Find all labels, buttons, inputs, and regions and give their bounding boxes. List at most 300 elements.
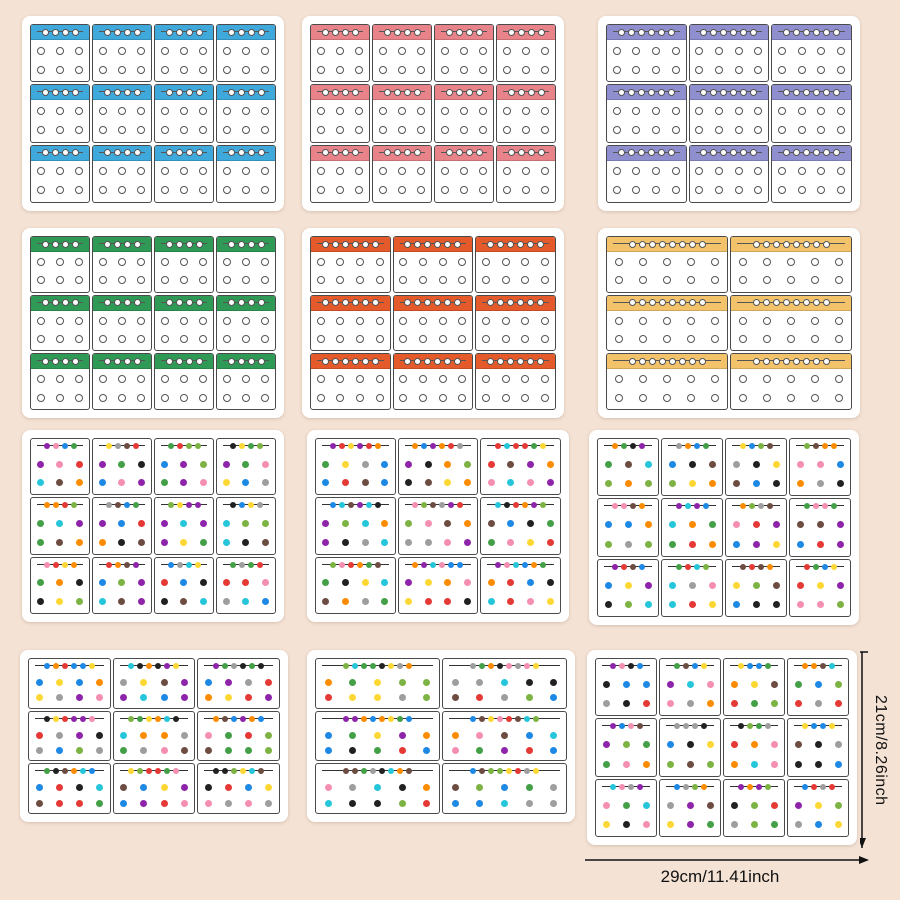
card-dot	[379, 167, 387, 175]
header-dot	[62, 149, 69, 156]
puzzle-card-header	[660, 659, 720, 673]
card-dot	[137, 47, 145, 55]
header-dot	[330, 562, 336, 568]
card-dot	[137, 126, 145, 134]
puzzle-card	[154, 438, 214, 495]
card-dot	[161, 461, 168, 468]
card-dot	[199, 167, 207, 175]
card-dot	[56, 694, 63, 701]
header-dot	[763, 299, 770, 306]
card-dot	[482, 335, 490, 343]
header-dot	[829, 663, 835, 669]
card-dot	[625, 541, 632, 548]
puzzle-card	[216, 84, 276, 142]
card-dot	[349, 732, 356, 739]
puzzle-card-header	[443, 712, 566, 726]
header-dot	[434, 299, 441, 306]
header-dot	[497, 358, 504, 365]
header-dot	[44, 443, 50, 449]
card-dot	[605, 461, 612, 468]
puzzle-card-header	[394, 354, 473, 369]
card-dot	[503, 167, 511, 175]
card-dot	[76, 579, 83, 586]
card-dot	[733, 461, 740, 468]
header-dot	[166, 358, 173, 365]
puzzle-card-body	[155, 101, 213, 139]
header-dot	[166, 89, 173, 96]
puzzle-card-header	[399, 439, 478, 453]
puzzle-card	[659, 718, 721, 776]
card-dot	[36, 679, 43, 686]
puzzle-card-body	[217, 574, 275, 611]
header-dot	[134, 89, 141, 96]
header-dot	[104, 299, 111, 306]
card-dot	[200, 539, 207, 546]
puzzle-card-header	[93, 146, 151, 161]
puzzle-card-body	[731, 370, 851, 407]
card-dot	[242, 375, 250, 383]
header-dot	[621, 443, 627, 449]
card-dot	[687, 317, 695, 325]
header-dot	[52, 299, 59, 306]
puzzle-card	[787, 658, 849, 716]
card-dot	[118, 461, 125, 468]
card-dot	[837, 107, 845, 115]
card-dot	[797, 480, 804, 487]
card-dot	[753, 601, 760, 608]
header-connector-line	[322, 770, 433, 771]
header-dot	[833, 149, 840, 156]
header-dot	[249, 663, 255, 669]
puzzle-card-body	[726, 576, 786, 614]
board-grid	[315, 438, 561, 614]
header-dot	[738, 784, 744, 790]
header-dot	[361, 716, 367, 722]
puzzle-card-header	[607, 146, 686, 161]
puzzle-card	[30, 84, 90, 142]
puzzle-card	[442, 711, 567, 762]
card-dot	[507, 539, 514, 546]
card-dot	[632, 186, 640, 194]
card-dot	[379, 107, 387, 115]
card-dot	[715, 167, 723, 175]
card-dot	[99, 107, 107, 115]
card-dot	[261, 107, 269, 115]
puzzle-card	[113, 711, 196, 762]
card-dot	[37, 579, 44, 586]
puzzle-card-header	[772, 146, 851, 161]
card-dot	[787, 276, 795, 284]
card-dot	[837, 601, 844, 608]
card-dot	[423, 747, 430, 754]
card-dot	[423, 800, 430, 807]
header-dot	[124, 241, 131, 248]
card-dot	[374, 800, 381, 807]
card-dot	[242, 461, 249, 468]
header-dot	[361, 768, 367, 774]
puzzle-card	[771, 84, 852, 142]
card-dot	[817, 47, 825, 55]
header-dot	[332, 241, 339, 248]
card-dot	[739, 394, 747, 402]
puzzle-card	[315, 497, 396, 554]
puzzle-card-header	[93, 439, 151, 453]
board-colour-dots-2	[307, 430, 569, 622]
header-dot	[258, 358, 265, 365]
card-dot	[687, 821, 694, 828]
board-colour-dots-1	[22, 430, 284, 622]
header-dot	[831, 503, 837, 509]
header-dot	[258, 716, 264, 722]
card-dot	[374, 732, 381, 739]
card-dot	[322, 598, 329, 605]
card-dot	[444, 461, 451, 468]
puzzle-card-header	[790, 439, 850, 453]
card-dot	[118, 47, 126, 55]
header-dot	[813, 89, 820, 96]
puzzle-card-header	[93, 85, 151, 100]
card-dot	[180, 317, 188, 325]
card-dot	[817, 541, 824, 548]
header-dot	[630, 503, 636, 509]
card-dot	[137, 258, 145, 266]
header-dot	[504, 562, 510, 568]
puzzle-card	[725, 559, 787, 617]
header-dot	[343, 768, 349, 774]
header-dot	[533, 768, 539, 774]
card-dot	[733, 541, 740, 548]
header-dot	[487, 299, 494, 306]
card-dot	[645, 521, 652, 528]
header-dot	[701, 784, 707, 790]
header-dot	[538, 149, 545, 156]
card-dot	[444, 479, 451, 486]
header-dot	[487, 358, 494, 365]
header-dot	[134, 149, 141, 156]
header-dot	[53, 562, 59, 568]
header-dot	[228, 29, 235, 36]
card-dot	[419, 335, 427, 343]
puzzle-card-body	[660, 675, 720, 713]
header-dot	[699, 358, 706, 365]
header-dot	[527, 299, 534, 306]
card-dot	[118, 317, 126, 325]
header-dot	[753, 241, 760, 248]
card-dot	[613, 47, 621, 55]
header-dot	[756, 784, 762, 790]
card-dot	[795, 681, 802, 688]
header-dot	[62, 562, 68, 568]
header-dot	[414, 241, 421, 248]
card-dot	[399, 747, 406, 754]
header-dot	[137, 768, 143, 774]
puzzle-card-body	[93, 162, 151, 200]
puzzle-card-header	[311, 354, 390, 369]
card-dot	[180, 66, 188, 74]
header-dot	[793, 358, 800, 365]
card-dot	[753, 582, 760, 589]
card-dot	[547, 539, 554, 546]
header-dot	[638, 89, 645, 96]
header-dot	[176, 89, 183, 96]
header-dot	[507, 299, 514, 306]
puzzle-card-body	[217, 370, 275, 407]
card-dot	[36, 784, 43, 791]
card-dot	[613, 167, 621, 175]
card-dot	[419, 375, 427, 383]
card-dot	[399, 784, 406, 791]
puzzle-card	[393, 236, 474, 293]
card-dot	[317, 317, 325, 325]
header-dot	[488, 663, 494, 669]
card-dot	[118, 394, 126, 402]
header-dot	[248, 358, 255, 365]
card-dot	[753, 541, 760, 548]
header-dot	[439, 562, 445, 568]
header-dot	[414, 89, 421, 96]
puzzle-card-body	[660, 735, 720, 773]
card-dot	[242, 167, 250, 175]
header-dot	[421, 562, 427, 568]
header-dot	[538, 29, 545, 36]
card-dot	[550, 694, 557, 701]
card-dot	[199, 66, 207, 74]
header-dot	[668, 149, 675, 156]
card-dot	[399, 694, 406, 701]
card-dot	[223, 186, 231, 194]
puzzle-card-body	[93, 455, 151, 492]
card-dot	[242, 539, 249, 546]
card-dot	[501, 732, 508, 739]
card-dot	[242, 479, 249, 486]
header-dot	[332, 358, 339, 365]
card-dot	[76, 479, 83, 486]
puzzle-card-header	[731, 354, 851, 369]
card-dot	[205, 732, 212, 739]
card-dot	[797, 541, 804, 548]
puzzle-card-body	[731, 312, 851, 349]
header-connector-line	[322, 718, 433, 719]
header-dot	[508, 89, 515, 96]
header-dot	[497, 663, 503, 669]
puzzle-card-header	[726, 499, 786, 513]
card-dot	[444, 539, 451, 546]
header-dot	[674, 784, 680, 790]
header-dot	[497, 768, 503, 774]
card-dot	[223, 47, 231, 55]
header-dot	[813, 299, 820, 306]
card-dot	[527, 539, 534, 546]
width-dimension-label: 29cm/11.41inch	[660, 867, 780, 886]
card-dot	[37, 47, 45, 55]
board-pink-numbers	[302, 16, 564, 211]
header-dot	[470, 663, 476, 669]
puzzle-card	[315, 557, 396, 614]
card-dot	[817, 601, 824, 608]
card-dot	[707, 761, 714, 768]
card-dot	[76, 694, 83, 701]
header-dot	[524, 663, 530, 669]
puzzle-card	[771, 24, 852, 82]
header-dot	[676, 503, 682, 509]
card-dot	[439, 394, 447, 402]
puzzle-card-body	[373, 162, 431, 200]
header-dot	[454, 299, 461, 306]
puzzle-card	[725, 498, 787, 556]
header-dot	[71, 716, 77, 722]
card-dot	[336, 186, 344, 194]
header-dot	[813, 241, 820, 248]
card-dot	[645, 582, 652, 589]
puzzle-card	[315, 438, 396, 495]
card-dot	[479, 47, 487, 55]
header-dot	[62, 502, 68, 508]
card-dot	[398, 66, 406, 74]
puzzle-card-body	[772, 41, 851, 79]
header-dot	[62, 29, 69, 36]
puzzle-card-header	[481, 498, 560, 512]
card-dot	[56, 258, 64, 266]
header-dot	[196, 241, 203, 248]
card-dot	[140, 679, 147, 686]
card-dot	[138, 520, 145, 527]
card-dot	[482, 258, 490, 266]
header-dot	[146, 768, 152, 774]
card-dot	[464, 539, 471, 546]
card-dot	[120, 732, 127, 739]
header-dot	[750, 29, 757, 36]
card-dot	[118, 539, 125, 546]
card-dot	[541, 276, 549, 284]
header-dot	[689, 299, 696, 306]
card-dot	[317, 47, 325, 55]
header-dot	[531, 502, 537, 508]
puzzle-card-body	[217, 101, 275, 139]
puzzle-card	[113, 763, 196, 814]
header-dot	[619, 723, 625, 729]
header-dot	[430, 562, 436, 568]
header-dot	[322, 149, 329, 156]
header-dot	[720, 149, 727, 156]
header-dot	[621, 564, 627, 570]
card-dot	[75, 335, 83, 343]
card-dot	[798, 66, 806, 74]
card-dot	[399, 732, 406, 739]
header-dot	[628, 784, 634, 790]
card-dot	[672, 186, 680, 194]
puzzle-card	[30, 295, 90, 352]
puzzle-card-header	[155, 237, 213, 252]
card-dot	[835, 681, 842, 688]
card-dot	[709, 601, 716, 608]
card-dot	[526, 784, 533, 791]
puzzle-card-body	[31, 574, 89, 611]
header-dot	[342, 149, 349, 156]
puzzle-card-body	[598, 515, 658, 553]
puzzle-card-body	[726, 455, 786, 493]
header-dot	[186, 502, 192, 508]
card-dot	[731, 821, 738, 828]
card-dot	[261, 126, 269, 134]
card-dot	[118, 335, 126, 343]
card-dot	[521, 375, 529, 383]
card-dot	[687, 761, 694, 768]
header-dot	[649, 241, 656, 248]
header-dot	[114, 29, 121, 36]
puzzle-card-body	[596, 796, 656, 834]
header-dot	[137, 716, 143, 722]
card-dot	[199, 335, 207, 343]
card-dot	[223, 107, 231, 115]
header-dot	[352, 149, 359, 156]
header-dot	[658, 29, 665, 36]
card-dot	[623, 761, 630, 768]
card-dot	[695, 186, 703, 194]
puzzle-card-header	[316, 659, 439, 673]
header-dot	[128, 768, 134, 774]
card-dot	[199, 186, 207, 194]
header-dot	[228, 299, 235, 306]
board-blue-numbers	[22, 16, 284, 211]
card-dot	[161, 800, 168, 807]
card-dot	[56, 732, 63, 739]
card-dot	[199, 317, 207, 325]
puzzle-card-body	[316, 574, 395, 611]
card-dot	[623, 700, 630, 707]
header-dot	[222, 663, 228, 669]
header-dot	[773, 241, 780, 248]
header-dot	[612, 564, 618, 570]
card-dot	[460, 167, 468, 175]
card-dot	[137, 335, 145, 343]
puzzle-card-body	[155, 41, 213, 79]
header-dot	[72, 29, 79, 36]
card-dot	[689, 582, 696, 589]
puzzle-card-body	[198, 675, 279, 706]
card-dot	[37, 539, 44, 546]
puzzle-card-body	[316, 455, 395, 492]
puzzle-card-header	[217, 25, 275, 40]
header-dot	[522, 443, 528, 449]
card-dot	[615, 258, 623, 266]
card-dot	[419, 258, 427, 266]
header-dot	[668, 89, 675, 96]
header-dot	[740, 503, 746, 509]
card-dot	[96, 679, 103, 686]
card-dot	[503, 47, 511, 55]
header-dot	[783, 29, 790, 36]
card-dot	[550, 747, 557, 754]
header-dot	[404, 29, 411, 36]
card-dot	[527, 520, 534, 527]
header-dot	[456, 149, 463, 156]
card-dot	[75, 126, 83, 134]
header-dot	[124, 443, 130, 449]
card-dot	[405, 539, 412, 546]
header-connector-line	[322, 665, 433, 666]
card-dot	[118, 479, 125, 486]
puzzle-card	[496, 24, 556, 82]
header-dot	[44, 716, 50, 722]
card-dot	[356, 317, 364, 325]
puzzle-card-body	[155, 253, 213, 290]
card-dot	[261, 276, 269, 284]
card-dot	[753, 521, 760, 528]
header-dot	[348, 502, 354, 508]
card-dot	[837, 521, 844, 528]
header-dot	[115, 443, 121, 449]
card-dot	[118, 579, 125, 586]
